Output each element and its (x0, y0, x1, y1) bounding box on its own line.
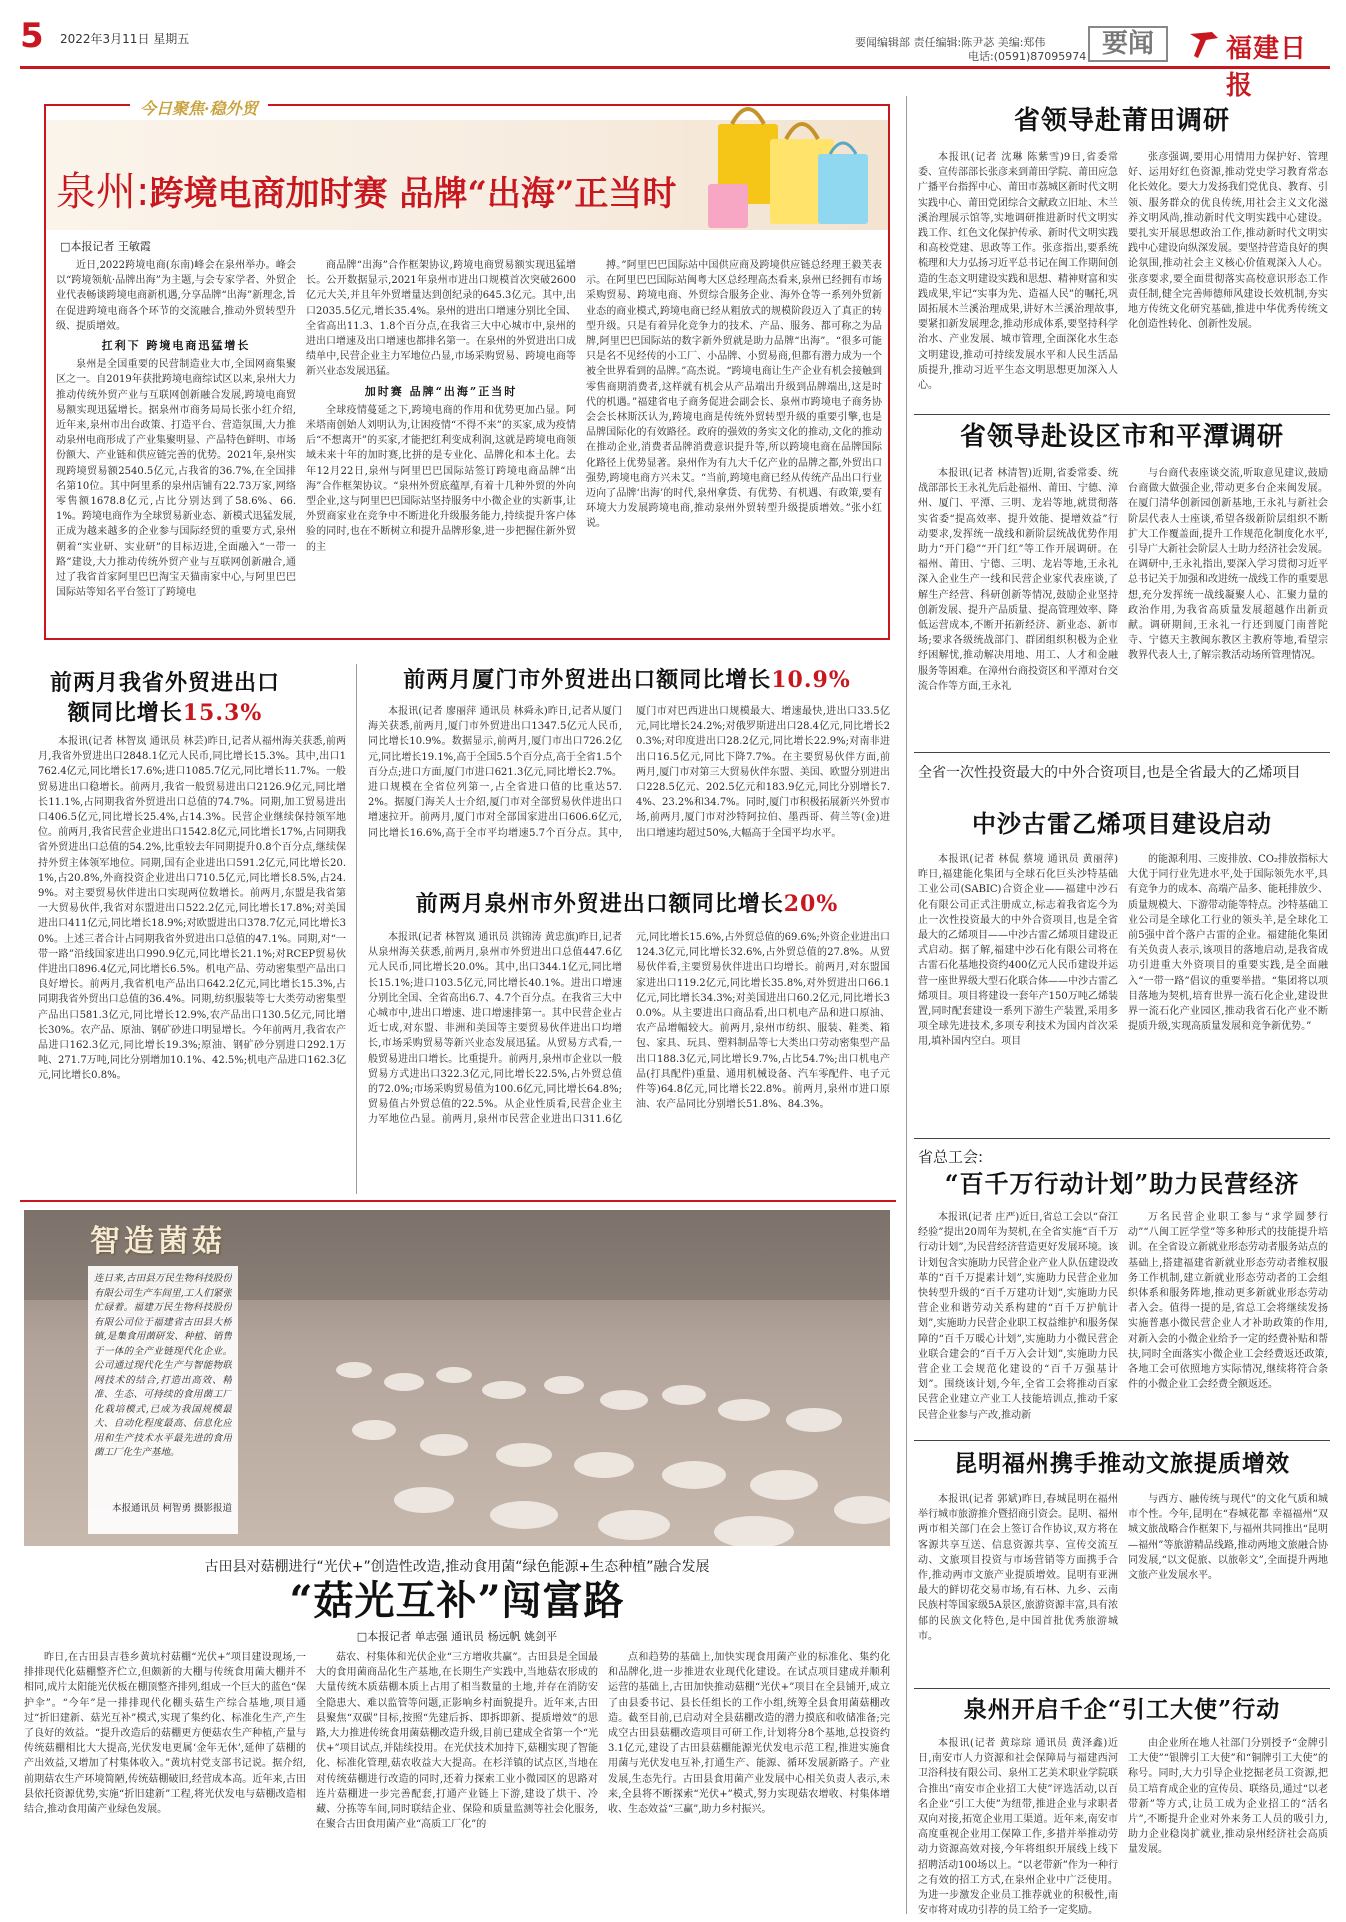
pingtan-col-2 (1128, 466, 1328, 744)
section-rule-1 (20, 1200, 896, 1202)
putian-col1-para: 本报讯(记者 沈琳 陈紫雪)9日,省委常委、宣传部部长张彦来到莆田学院、莆田应急广播平台指挥中心、莆田市荔城区新时代文明实践中心、莆田党团综合文献政立旧址、木兰溪治理展示馆等,实地调研推进新时代文明实践工作、红色文化保护传承、新时代文明实践和高校党建、思政等工作。张彦指出,要系统梳理和大力弘扬习近平总书记在闽工作期间创造的生态文明建设实践和思想、精神财富和实践成果,牢记“实事为先、造福人民”的嘱托,巩固拓展木兰溪治理成果,讲好木兰溪治理故事,要紧扣新发展理念,推动形成体系,要坚持科学治水、产业发展、城市管理,全面深化水生态文明建设,推动可持续发展水平和人民生活品质提升,推动习近平生态文明思想更加深入人心。 (918, 152, 1118, 392)
shopping-bags-illustration (700, 84, 880, 234)
mushroom-col-1 (24, 1650, 306, 1914)
header-rule (20, 66, 1330, 69)
pingtan-col2-para: 与台商代表座谈交流,听取意见建议,鼓励台商做大做强企业,带动更多台企来闽发展。在厦门清华创新园创新基地,王永礼与新社会阶层代表人士座谈,希望各级新阶层组织不断扩大工作覆盖面,提升工作规范化制度化水平,引导广大新社会阶层人士助力经济社会发展。在调研中,王永礼指出,要深入学习贯彻习近平总书记关于加强和改进统一战线工作的重要思想,充分发挥统一战线凝聚人心、汇聚力量的政治作用,为我省高质量发展超越作出新贡献。调研期间,王永礼一行还到厦门南普陀寺、宁德天主教闽东教区主教府等地,看望宗教界代表人士,了解宗教活动场所管理情况。 (1128, 468, 1328, 662)
feature-col1-para-2: 泉州是全国重要的民营制造业大市,全国网商集聚区之一。自2019年获批跨境电商综试区以来,泉州大力推动传统外贸产业与互联网创新融合发展,跨境电商贸易额实现迅猛增长。据泉州市商务局局长张小红介绍,近年来,泉州市出台政策、打造平台、营造氛围,大力推动泉州电商形成了产业集聚明显、产品特色鲜明、市场份额大、产业链和供应链完善的优势。2021年,泉州实现跨境贸易额2540.5亿元,占我省的36.7%,在全国排名第10位。其中阿里系的泉州店铺有22.73万家,网络零售额1678.8亿元,占比分别达到了58.6%、66.1%。跨境电商作为全球贸易新业态、新模式迅猛发展,正成为越来越多的企业参与国际经贸的重要方式,泉州朝着“实业研、实业研”的目标迈进,全面融入“一带一路”建设,大力推动传统外贸产业与互联网创新融合,通过了我省首家阿里巴巴淘宝天猫南家中心,与阿里巴巴国际站等知名平台签订了跨境电 (56, 359, 296, 599)
feature-subhead-2: 加时赛 品牌“出海”正当时 (364, 384, 518, 398)
quanzhou-trade-title: 前两月泉州市外贸进出口额同比增长 (415, 891, 784, 917)
feature-col3-para: 搏。”阿里巴巴国际站中国供应商及跨境供应链总经理王毅芙表示。在阿里巴巴国际站闽粤大区总经理高杰看来,泉州已经拥有市场采购贸易、跨境电商、外贸综合服务企业、海外仓等一系列外贸新业态的商业模式,跨境电商已经从粗放式的规模阶段迈入了真正的转型升级。只是有着异化竞争力的技术、产品、服务、都可称之为品牌,阿里巴巴国际站的数字新外贸就是助力品牌“出海”。“很多可能只是名不见经传的小工厂、小品牌、小贸易商,但都有潜力成为一个被全世界看到的品牌。”高杰说。“跨境电商让生产企业有机会接触到零售商期消费者,这样就有机会从产品端出升级到品牌端出,这是时代的机遇。”福建省电子商务促进会副会长、泉州市跨境电子商务协会会长林斯沃认为,跨境电商是传统外贸转型升级的重要引擎,也是品牌国际化的有效路径。政府的强效的务实文化的推动,文化的推动在推动企业,消费者品牌消费意识提升等,所以跨境电商在品牌国际化路径上优势显著。泉州作为有九大千亿产业的品牌之都,外贸出口强势,跨境电商方兴未艾。“当前,跨境电商已经从传统产品出口行业迈向了品牌‘出海’的时代,泉州拿货、有优势、有机遇、有政策,要有环境大力发展跨境电商,推动泉州外贸转型升级提质增效。”张小红说。 (586, 260, 882, 530)
union-col1-para: 本报讯(记者 庄严)近日,省总工会以“奋江经验”提出20周年为契机,在全省实施“百千万行动计划”,为民营经济营造更好发展环境。该计划包含实施助力民营企业产业人队伍建设改革的“百千万提素计划”,实施助力民营企业加快转型升级的“百千万建功计划”,实施助力民营企业和谐劳动关系构建的“百千万护航计划”,实施助力民营企业职工权益维护和服务保障的“百千万暖心计划”,实施助力小微民营企业联合建会的“百千万入会计划”,实施助力民营企业工会规范化建设的“百千万强基计划”。围绕该计划,今年,全省工会将推动百家民营企业建立产业工人技能培训点,推动千家民营企业参与产改,推动新 (918, 1212, 1118, 1421)
pingtan-col-1 (918, 466, 1118, 744)
kunming-col1-para: 本报讯(记者 郭斌)昨日,春城昆明在福州举行城市旅游推介暨招商引资会。昆明、福州两市相关部门在会上签订合作协议,双方将在客源共享互送、信息资源共享、宣传交流互动、文旅项目投资与市场营销等方面携手合作,推动两市文旅产业提质增效。昆明有亚洲最大的鲜切花交易市场,有石林、九乡、云南民族村等国家级5A景区,旅游资源丰富,具有浓郁的民族文化特色,是中国首批优秀旅游城市。 (918, 1494, 1118, 1642)
mushroom-photo-credit: 本报通讯员 柯智勇 摄影报道 (111, 1503, 232, 1514)
page-number: 5 (20, 16, 44, 56)
province-trade-body (38, 734, 346, 1190)
xiamen-trade-headline (364, 664, 890, 696)
union-col-1 (918, 1210, 1118, 1430)
mushroom-col2-para: 菇农、村集体和光伏企业“三方增收共赢”。古田县是全国最大的食用菌商品化生产基地,在长期生产实践中,当地菇农形成的大量传统木质菇棚本质上占用了相当数量的土地,并存在消防安全隐患大、难以监管等问题,正影响乡村面貌提升。近年来,古田县聚焦“双碳”目标,按照“先建后拆、即拆即新、提质增效”的思路,大力推进传统食用菌菇棚改造升级,目前已建成全省第一个“光伏+”项目试点,并陆续投用。在光伏技术加持下,菇棚实现了智能化、标准化管理,菇农收益大大提高。在杉洋镇的试点区,当地在对传统菇棚进行改造的同时,还着力探索工业小微园区的思路对连片菇棚进一步完善配套,打通产业链上下游,建设了烘干、冷藏、分拣等车间,同时联结企业、保险和质量监测等社会化服务,在聚合古田食用菌产业“高质工厂化”的 (316, 1652, 598, 1831)
feature-kicker: 今日聚焦·稳外贸 (130, 96, 268, 119)
quanzhou-workers-col2-para: 由企业所在地人社部门分别授予“金牌引工大使”“银牌引工大使”和“铜牌引工大使”的称号。同时,大力引导企业挖掘老员工资源,把员工培育成企业的宣传员、联络员,通过“以老带新”等方式,让员工成为企业招工的“活名片”,不断提升企业对外来务工人员的吸引力,助力企业稳岗扩就业,推动泉州经济社会高质量发展。 (1128, 1738, 1328, 1856)
xiamen-trade-body (368, 704, 890, 884)
union-kicker: 省总工会: (918, 1148, 984, 1166)
issue-date: 2022年3月11日 星期五 (60, 32, 190, 46)
gulei-col-1 (918, 852, 1118, 1130)
feature-col-2 (306, 258, 576, 630)
page-header (0, 0, 1346, 101)
feature-byline: □本报记者 王敏霞 (60, 240, 151, 253)
gulei-kicker: 全省一次性投资最大的中外合资项目,也是全省最大的乙烯项目 (918, 765, 1301, 781)
right-rule-1 (914, 414, 1330, 415)
province-trade-para: 本报讯(记者 林智岚 通讯员 林芸)昨日,记者从福州海关获悉,前两月,我省外贸进出口2848.1亿元人民币,同比增长15.3%。其中,出口1762.4亿元,同比增长17.6%;进口1085.7亿元,同比增长11.7%。一般贸易进出口稳增长。前两月,我省一般贸易进出口2126.9亿元,同比增长11.1%,占同期我省外贸进出口总值的74.7%。同期,加工贸易进出口406.5亿元,同比增长25.4%,占14.3%。民营企业继续保持领军地位。前两月,我省民营企业进出口1542.8亿元,同比增长17%,占同期我省外贸进出口总值的54.2%,比重较去年同期提升0.8个百分点,继续保持外贸主体领军地位。同期,国有企业进出口591.2亿元,同比增长20.1%,占20.8%,外商投资企业进出口710.5亿元,同比增长8.5%,占24.9%。对主要贸易伙伴进出口实现两位数增长。前两月,东盟是我省第一大贸易伙伴,我省对东盟进出口522.2亿元,同比增长17.8%;对美国进出口411亿元,同比增长18.9%;对欧盟进出口378.7亿元,同比增长30%。上述三者合计占同期我省外贸进出口总值的47.1%。同期,对“一带一路”沿线国家进出口990.9亿元,同比增长21.1%;对RCEP贸易伙伴进出口896.4亿元,同比增长6.5%。机电产品、劳动密集型产品出口良好增长。前两月,我省机电产品出口642.2亿元,同比增长15.3%,占同期我省外贸出口总值的36.4%。同期,纺织服装等七大类劳动密集型产品出口581.3亿元,同比增长12.9%,农产品出口130.5亿元,同比增长30%。农产品、原油、钢矿砂进口明显增长。今年前两月,我省农产品进口162.3亿元,同比增长19.3%;原油、钢矿砂分别进口292.1万吨、271.7万吨,同比分别增加10.1%、42.5%;机电产品进口162.3亿元,同比增长0.8%。 (38, 736, 346, 1082)
union-headline: “百千万行动计划”助力民营经济 (944, 1169, 1300, 1198)
province-trade-headline (40, 668, 290, 728)
xiamen-trade-para: 本报讯(记者 廖丽萍 通讯员 林舜永)昨日,记者从厦门海关获悉,前两月,厦门市外贸进出口1347.5亿元人民币,同比增长10.9%。数据显示,前两月,厦门市出口726.2亿元,同比增长19.1%,高于全国5.5个百分点,高于全省1.5个百分点;进口方面,厦门市进口621.3亿元,同比增长2.7%。进口规模在全省位列第一,占全省进口值的比重达57.2%。据厦门海关人士介绍,厦门市对全部贸易伙伴进出口增速拉开。前两月,厦门市对全部国家进出口606.6亿元,同比增长16.6%,高于全市平均增速5.7个百分点。其中,厦门市对巴西进出口规模最大、增速最快,进出口33.5亿元,同比增长24.2%;对俄罗斯进出口28.4亿元,同比增长20.3%;对印度进出口28.2亿元,同比增长22.9%;对南非进出口16.5亿元,同比下降7.7%。在主要贸易伙伴方面,前两月,厦门市对第三大贸易伙伴东盟、美国、欧盟分别进出口228.5亿元、202.5亿元和183.9亿元,同比分别增长7.4%、23.2%和34.7%。同时,厦门市积极拓展新兴外贸市场,前两月,厦门市对沙特阿拉伯、墨西哥、荷兰等(金)进出口增速均超过50%,大幅高于全国平均水平。 (368, 706, 890, 839)
feature-subhead-1: 扛利下 跨境电商迅猛增长 (101, 339, 251, 353)
putian-col-2 (1128, 150, 1328, 408)
kunming-col-2 (1128, 1492, 1328, 1682)
quanzhou-trade-headline (364, 888, 890, 920)
mushroom-badge: 智造菌菇 (90, 1224, 226, 1259)
putian-col-1 (918, 150, 1118, 408)
gulei-headline: 中沙古雷乙烯项目建设启动 (972, 809, 1272, 838)
kunming-col-1 (918, 1492, 1118, 1682)
pingtan-col1-para: 本报讯(记者 林清智)近期,省委常委、统战部部长王永礼先后赴福州、莆田、宁德、漳州、厦门、平潭、三明、龙岩等地,就贯彻落实省委“提高效率、提升效能、提增效益”行动要求,发挥统一战线和新阶层统战优势作用助力“开门稳”“开门红”等工作开展调研。在福州、莆田、宁德、三明、龙岩等地,王永礼深入企业生产一线和民营企业家代表座谈,了解生产经营、科研创新等情况,鼓励企业坚持创新发展、提升产品质量、提高管理效率、降低运营成本,不断开拓新经济、新业态、新市场;要求各级统战部门、群团组织积极为企业纾困解忧,推动解决用地、用工、人才和金融服务等困难。在漳州台商投资区和平潭对台交流合作等方面,王永礼 (918, 468, 1118, 692)
pingtan-headline: 省领导赴设区市和平潭调研 (959, 422, 1284, 452)
mushroom-col3-para: 点和趋势的基础上,加快实现食用菌产业的标准化、集约化和品牌化,进一步推进农业现代化建设。在试点项目建成并顺利运营的基础上,古田加快推动菇棚“光伏+”项目在全县铺开,成立了由县委书记、县长任组长的工作小组,统筹全县食用菌菇棚改造。截至目前,已启动对全县菇棚改造的潜力摸底和收储准备;完成空古田县菇棚改造项目可研工作,计划将分8个基地,总投资约3.1亿元,建设了古田县菇棚能源光伏发电示范工程,推进实施食用菌与光伏发电互补,打通生产、能源、循环发展新路子。产业发展,生态先行。古田县食用菌产业发展中心相关负责人表示,未来,全县将不断探索“光伏+”模式,努力实现菇农增收、村集体增收、生态效益“三赢”,助力乡村振兴。 (608, 1652, 890, 1816)
masthead-logo (1188, 26, 1328, 101)
gulei-col1-para: 本报讯(记者 林侃 蔡境 通讯员 黄丽萍)昨日,福建能化集团与全球石化巨头沙特基础工业公司(SABIC)合资企业——福建中沙石化有限公司正式注册成立,标志着我省迄今为止一次性投资最大的中外合资项目,也是全省最大的乙烯项目——中沙古雷乙烯项目建设正式启动。据了解,福建中沙石化有限公司将在古雷石化基地投资约400亿元人民币建设并运营一座世界级大型石化联合体——中沙古雷乙烯项目。项目将建设一套年产150万吨乙烯装置,同时配套建设一系列下游生产装置,采用多项全球先进技术,多项专利技术为国内首次采用,填补国内空白。项目 (918, 854, 1118, 1048)
mushroom-col-2 (316, 1650, 598, 1914)
province-trade-pct: 15.3% (182, 700, 263, 726)
province-trade-title: 前两月我省外贸进出口额同比增长 (49, 670, 280, 726)
mushroom-col-3 (608, 1650, 890, 1914)
quanzhou-trade-para: 本报讯(记者 林智岚 通讯员 洪锦涛 黄忠旗)昨日,记者从泉州海关获悉,前两月,泉州市外贸进出口总值447.6亿元人民币,同比增长20.0%。其中,出口344.1亿元,同比增长15.1%;进口103.5亿元,同比增长40.1%。进出口增速分别比全国、全省高出6.7、4.7个百分点。在我省三大中心城市中,进出口增速、进口增速排第一。其中民营企业占近七成,对东盟、非洲和美国等主要贸易伙伴进出口均增长,市场采购贸易等新兴业态发展迅猛。从贸易方式看,一般贸易进出口增长。比重提升。前两月,泉州市企业以一般贸易方式进出口322.3亿元,同比增长22.5%,占外贸总值的72.0%;市场采购贸易值为100.6亿元,同比增长64.8%;贸易值占外贸总值的22.5%。从企业性质看,民营企业主力军地位凸显。前两月,泉州市民营企业进出口311.6亿元,同比增长15.6%,占外贸总值的69.6%;外资企业进出口124.3亿元,同比增长32.6%,占外贸总值的27.8%。从贸易伙伴看,主要贸易伙伴进出口均增长。前两月,对东盟国家进出口119.2亿元,同比增长35.8%,对外贸进出口66.1亿元,同比增长34.3%;对美国进出口60.2亿元,同比增长30.0%。从主要进出口商品看,出口机电产品和进口原油、农产品增幅较大。前两月,泉州市纺织、服装、鞋类、箱包、家具、玩具、塑料制品等七大类出口劳动密集型产品出口188.3亿元,同比增长9.7%,占比54.7%;出口机电产品(打具配件)重量、通用机械设备、汽车零配件、电子元件等)64.8亿元,同比增长22.8%。前两月,泉州市进口原油、农产品同比分别增长51.8%、84.3%。 (368, 932, 890, 1126)
mushroom-caption: 连日来,古田县万民生物科技股份有限公司生产车间里,工人们紧张忙碌着。福建万民生物科技股份有限公司位于福建省古田县大桥镇,是集食用菌研发、种植、销售于一体的全产业链现代化企业。公司通过现代化生产与智能物联网技术的结合,打造出高效、精准、生态、可持续的食用菌工厂化栽培模式,已成为我国规模最大、自动化程度最高、信息化应用和生产技术水平最先进的食用菌工厂化生产基地。 (94, 1273, 232, 1458)
feature-title-place: 泉州: (56, 169, 150, 215)
feature-title (56, 160, 676, 217)
right-column-divider (906, 96, 907, 1914)
right-rule-2 (914, 752, 1330, 753)
mushroom-byline: □本报记者 单志强 通讯员 杨远帆 姚剑平 (356, 1630, 558, 1643)
masthead-title: 福建日报 (1226, 34, 1308, 101)
putian-col2-para: 张彦强调,要用心用情用力保护好、管理好、运用好红色资源,推动党史学习教育常态化长效化。要大力发扬我们党优良、教育、引领、服务群众的优良传统,用社会主义文化滋养文明风尚,推动新时代文明实践中心建设。要扎实开展思想政治工作,推动新时代文明实践中心建设向纵深发展。要坚持营造良好的舆论氛围,推动社会主义核心价值观深入人心。张彦要求,要全面贯彻落实高校意识形态工作责任制,健全完善师德师风建设长效机制,夯实地方传统文化研究基础,推进中华优秀传统文化创造性转化、创新性发展。 (1128, 152, 1328, 331)
masthead-mark-icon (1188, 26, 1222, 60)
xiamen-trade-title: 前两月厦门市外贸进出口额同比增长 (403, 667, 772, 693)
kunming-headline: 昆明福州携手推动文旅提质增效 (954, 1450, 1290, 1477)
putian-headline: 省领导赴莆田调研 (1013, 106, 1230, 136)
mushroom-col1-para: 昨日,在古田县吉巷乡黄坑村菇棚“光伏+”项目建设现场,一排排现代化菇棚整齐伫立,但颇新的大棚与传统食用菌大棚并不相同,成片太阳能光伏板在棚顶整齐排列,组成一个巨大的蓝色“保护伞”。“今年”是一排排现代化棚头菇生产综合基地,项目通过“折旧建新、菇光互补”模式,实现了集约化、标准化生产,产生了良好的效益。“提升改造后的菇棚更方便菇农生产种植,产量与传统菇棚相比大大提高,光伏发电更属‘金年无休’,延伸了菇棚的产出效益,又增加了村集体收入。”黄坑村党支部书记说。据介绍,前期菇农生产环境简陋,传统菇棚破旧,经营成本高。近年来,古田县依托资源优势,实施“折旧建新”工程,将光伏发电与菇棚改造相结合,推动食用菌产业绿色发展。 (24, 1652, 306, 1816)
quanzhou-workers-col-2 (1128, 1736, 1328, 1916)
mushroom-photo (24, 1210, 890, 1546)
gulei-col-2 (1128, 852, 1328, 1130)
union-col-2 (1128, 1210, 1328, 1430)
feature-col-1 (56, 258, 296, 630)
kunming-col2-para: 与西方、融传统与现代”的文化气质和城市个性。今年,昆明在“春城花都 幸福福州”双城文旅战略合作框架下,与福州共同推出“昆明—福州”等旅游精品线路,推动两地文旅融合协同发展,“以文促旅、以旅彰文”,全面提升两地文旅产业发展水平。 (1128, 1494, 1328, 1582)
feature-col-3 (586, 258, 882, 630)
trade-divider-v (356, 664, 357, 1194)
quanzhou-workers-headline: 泉州开启千企“引工大使”行动 (963, 1696, 1281, 1723)
mushroom-caption-box (88, 1266, 238, 1534)
quanzhou-workers-col-1 (918, 1736, 1118, 1916)
feature-col1-para-1: 近日,2022跨境电商(东南)峰会在泉州举办。峰会以“跨境领航·品牌出海”为主题,与会专家学者、外贸企业代表畅谈跨境电商新机遇,分享品牌“出海”新理念,旨在促进跨境电商各个环节的交流融合,推动外贸转型升级、提质增效。 (56, 260, 296, 332)
right-rule-5 (914, 1688, 1330, 1689)
feature-col2-para-1: 商品牌“出海”合作框架协议,跨境电商贸易额实现迅猛增长。公开数据显示,2021年泉州市进出口规模首次突破2600亿元大关,并且年外贸增量达到创纪录的645.3亿元。其中,出口2035.5亿元,增长35.4%。泉州的进出口增速分别比全国、全省高出11.3、1.8个百分点,在我省三大中心城市中,泉州的进出口增速及出口增速也都排名第一。在泉州的外贸进出口成绩单中,民营企业主力军地位凸显,市场采购贸易、跨境电商等新兴业态发展迅猛。 (306, 260, 576, 378)
feature-col2-para-2: 全球疫情蔓延之下,跨境电商的作用和优势更加凸显。阿米塔南创始人刘明认为,让困疫情“不得不来”的买家,成为疫情后“不想离开”的买家,才能把红利变成利润,这就是跨境电商领域未来十年的加时赛,比拼的是专业化、品牌化和本土化。去年12月22日,泉州与阿里巴巴国际站签订跨境电商品牌“出海”合作框架协议。“泉州外贸底蕴厚,有着十几种外贸的外向型企业,这与阿里巴巴国际站坚持服务中小微企业的实新事,让外贸商家业在竞争中不断进化升级服务能力,持续提升客户体验的同时,也在不断树立和提升品牌形象,进一步把握住新外贸的主 (306, 404, 576, 553)
gulei-col2-para: 的能源利用、三废排放、CO₂排放指标大大优于同行业先进水平,处于国际领先水平,具有竞争力的成本、高端产品多、能耗排放少、质量规模大、下游带动能等特点。沙特基础工业公司是全球化工行业的领头羊,是全球化工前5强中首个落户古雷的企业。福建能化集团有关负责人表示,该项目的落地启动,是我省成功引进重大外资项目的重要实践,是全面融入“一带一路”倡议的重要举措。“集团将以项目落地为契机,培育世界一流石化企业,建设世界一流石化产业园区,推动我省石化产业不断提质升级,实现高质量发展和竞争新优势。” (1128, 854, 1328, 1033)
quanzhou-trade-body (368, 930, 890, 1192)
editor-phone: 电话:(0591)87095974 (968, 50, 1087, 63)
union-col2-para: 万名民营企业职工参与“求学圆梦行动”“八闽工匠学堂”等多种形式的技能提升培训。在全省设立新就业形态劳动者服务站点的基础上,搭建福建省新就业形态劳动者维权服务工作机制,建立新就业形态劳动者的工会组织体系和服务阵地,推动更多新就业形态劳动者入会。值得一提的是,省总工会将继续发扬实施普惠小微民营企业人才补助政策的作用,对新入会的小微企业给予一定的经费补贴和帮扶,同时全面落实小微企业工会经费返还政策,各地工会可依照地方实际情况,继续将符合条件的小微企业工会经费全额返还。 (1128, 1212, 1328, 1391)
section-label: 要闻 (1088, 26, 1168, 62)
quanzhou-workers-col1-para: 本报讯(记者 黄琮琮 通讯员 黄泽鑫)近日,南安市人力资源和社会保障局与福建西河卫浴科技有限公司、泉州工艺美术职业学院联合推出“南安市企业招工大使”评选活动,以百名企业“引工大使”为纽带,推进企业与求职者双向对接,拓宽企业用工渠道。近年来,南安市高度重视企业用工保障工作,多措并举推动劳动力资源高效对接,今年将组织开展线上线下招聘活动100场以上。“以老带新”作为一种行之有效的招工方式,在泉州企业中广泛使用。为进一步激发企业员工推荐就业的积极性,南安市将对成功引荐的员工给予一定奖励。 (918, 1738, 1118, 1916)
mushroom-kicker: 古田县对菇棚进行“光伏+”创造性改造,推动食用菌“绿色能源+生态种植”融合发展 (204, 1559, 710, 1575)
quanzhou-trade-pct: 20% (783, 891, 839, 917)
right-rule-4 (914, 1440, 1330, 1441)
mushroom-title: “菇光互补”闯富路 (289, 1577, 625, 1624)
editor-info: 要闻编辑部 责任编辑:陈尹苾 美编:郑伟 (855, 36, 1046, 49)
right-rule-3 (914, 1138, 1330, 1139)
xiamen-trade-pct: 10.9% (771, 667, 851, 693)
feature-title-main: 跨境电商加时赛 品牌“出海”正当时 (149, 174, 677, 214)
